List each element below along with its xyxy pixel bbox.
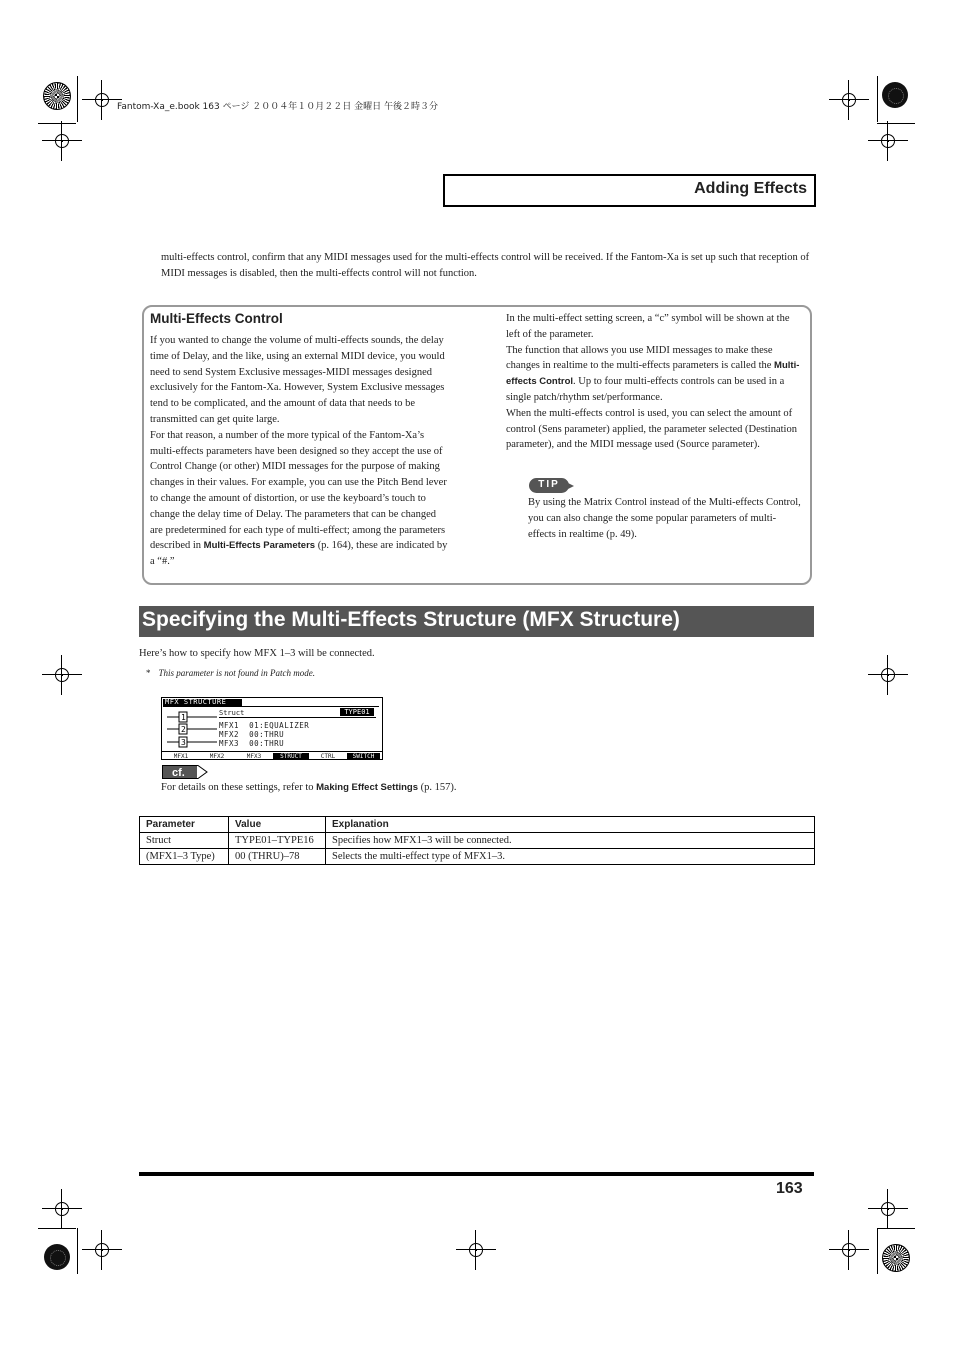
- crop-mark: [877, 123, 915, 124]
- mfx-structure-diagram: [165, 708, 217, 748]
- crop-mark: [77, 1228, 78, 1274]
- lcd-tab-switch[interactable]: SWITCH: [347, 753, 380, 760]
- footer-rule: [139, 1172, 814, 1176]
- tip-text: By using the Matrix Control instead of the Multi-effects Control, you can also change the some popular parameters of multi-effects in realtime (p. 49).: [528, 497, 801, 540]
- crop-mark: [877, 1228, 915, 1229]
- lcd-row-mfx2: MFX2 00:THRU: [219, 730, 285, 739]
- registration-star-icon: [43, 82, 71, 110]
- crosshair-icon: [839, 90, 859, 110]
- bold-term: Multi-effects Control: [506, 360, 800, 388]
- crosshair-icon: [52, 131, 72, 151]
- bold-ref: Multi-Effects Parameters: [203, 540, 316, 552]
- crosshair-icon: [466, 1240, 486, 1260]
- left-paragraph-2: For that reason, a number of the more typical of the Fantom-Xa’s multi-effects parameters have been designed so they accept the use of Control Change (or other) MIDI messages for the purpose of making changes in their values. For example, you can use the Pitch Bend lever to change the amount of distortion, or use the keyboard’s touch to change the delay time of Delay. The parameters that can be changed are predetermined for each type of multi-effect; among the parameters described in Multi-Effects Parameters (p. 164), these are indicated by a “#.”: [150, 429, 448, 568]
- intro-paragraph: multi-effects control, confirm that any MIDI messages used for the multi-effects control will be received. If the Fantom-Xa is set up such that reception of MIDI messages is disabled, then the multi-effects control will not function.: [161, 252, 810, 279]
- lcd-screen: [161, 697, 383, 760]
- crosshair-icon: [52, 1199, 72, 1219]
- crop-mark: [877, 76, 878, 122]
- right-paragraph-1: In the multi-effect setting screen, a “c” symbol will be shown at the left of the parameter.: [506, 313, 790, 340]
- tip-badge-icon: [529, 478, 574, 493]
- crop-mark: [877, 1228, 878, 1274]
- right-paragraph-3: When the multi-effects control is used, you can select the amount of control (Sens parameter) applied, the parameter selected (Destination parameter), and the MIDI message used (Source parameter).: [506, 407, 797, 451]
- page-number: 163: [776, 1180, 803, 1197]
- registration-dot-icon: [44, 1244, 70, 1270]
- tip-label: TIP: [538, 479, 560, 490]
- registration-dot-icon: [882, 82, 908, 108]
- table-cell: Specifies how MFX1–3 will be connected.: [326, 833, 815, 849]
- table-row: [140, 849, 815, 865]
- crosshair-icon: [878, 1199, 898, 1219]
- heading-banner: [139, 606, 814, 637]
- section-title: Adding Effects: [694, 180, 807, 197]
- parameter-table: [139, 816, 815, 865]
- box-right-column: [506, 311, 804, 453]
- body-text: Here’s how to specify how MFX 1–3 will be connected.: [139, 648, 375, 659]
- table-cell: (MFX1–3 Type): [140, 849, 229, 865]
- svg-text:cf.: cf.: [172, 767, 185, 779]
- crosshair-icon: [52, 665, 72, 685]
- svg-text:1: 1: [181, 713, 186, 722]
- crossref-link: Making Effect Settings: [316, 782, 419, 793]
- svg-text:3: 3: [181, 738, 186, 747]
- note: * This parameter is not found in Patch mode.: [146, 668, 315, 678]
- page-title: Specifying the Multi-Effects Structure (MFX Structure): [142, 608, 680, 631]
- column-header: Explanation: [326, 817, 815, 833]
- lcd-param: Struct: [219, 709, 245, 717]
- crosshair-icon: [839, 1240, 859, 1260]
- table-cell: Struct: [140, 833, 229, 849]
- lcd-tab-ctrl[interactable]: CTRL: [320, 753, 336, 760]
- cf-badge-icon: [162, 765, 208, 779]
- crosshair-icon: [878, 665, 898, 685]
- lcd-row-mfx1: MFX1 01:EQUALIZER: [219, 721, 310, 730]
- table-cell: 00 (THRU)–78: [229, 849, 326, 865]
- lcd-tab-mfx3[interactable]: MFX3: [246, 753, 262, 760]
- right-paragraph-2: The function that allows you use MIDI messages to make these changes in realtime to the multi-effects parameters is called the Multi-effects Control. Up to four multi-effects controls can be used in a single patch/rhythm set/performance.: [506, 344, 800, 403]
- lcd-title: MFX STRUCTURE: [163, 699, 242, 706]
- table-cell: TYPE01–TYPE16: [229, 833, 326, 849]
- left-paragraph-1: If you wanted to change the volume of multi-effects sounds, the delay time of Delay, and the like, using an external MIDI device, you would need to send System Exclusive messages-MIDI messages designed exclusively for the Fantom-Xa. However, System Exclusive messages tend to be complicated, and the amount of data that needs to be transmitted can get quite large.: [150, 335, 445, 425]
- lcd-tab-mfx2[interactable]: MFX2: [209, 753, 225, 760]
- box-title: Multi-Effects Control: [150, 311, 283, 326]
- crossref-text: For details on these settings, refer to Making Effect Settings (p. 157).: [161, 782, 457, 793]
- table-header-row: [140, 817, 815, 833]
- crosshair-icon: [92, 1240, 112, 1260]
- svg-text:2: 2: [181, 725, 186, 734]
- crop-mark: [38, 123, 76, 124]
- column-header: Parameter: [140, 817, 229, 833]
- note-mark: *: [146, 668, 151, 678]
- table-cell: Selects the multi-effect type of MFX1–3.: [326, 849, 815, 865]
- registration-star-icon: [882, 1244, 910, 1272]
- crosshair-icon: [92, 90, 112, 110]
- crop-mark: [38, 1228, 76, 1229]
- section-header: [443, 174, 816, 207]
- lcd-type-value: TYPE01: [340, 708, 374, 716]
- column-header: Value: [229, 817, 326, 833]
- lcd-row-mfx3: MFX3 00:THRU: [219, 739, 285, 748]
- file-slug: Fantom-Xa_e.book 163 ページ ２００４年１０月２２日 金曜日 午後２時３分: [117, 102, 438, 112]
- crop-mark: [77, 76, 78, 122]
- lcd-tab-mfx1[interactable]: MFX1: [173, 753, 189, 760]
- lcd-tab-struct[interactable]: STRUCT: [273, 753, 309, 760]
- table-row: [140, 833, 815, 849]
- box-left-column: [150, 333, 448, 570]
- crosshair-icon: [878, 131, 898, 151]
- lcd-tab-bar: [162, 751, 382, 760]
